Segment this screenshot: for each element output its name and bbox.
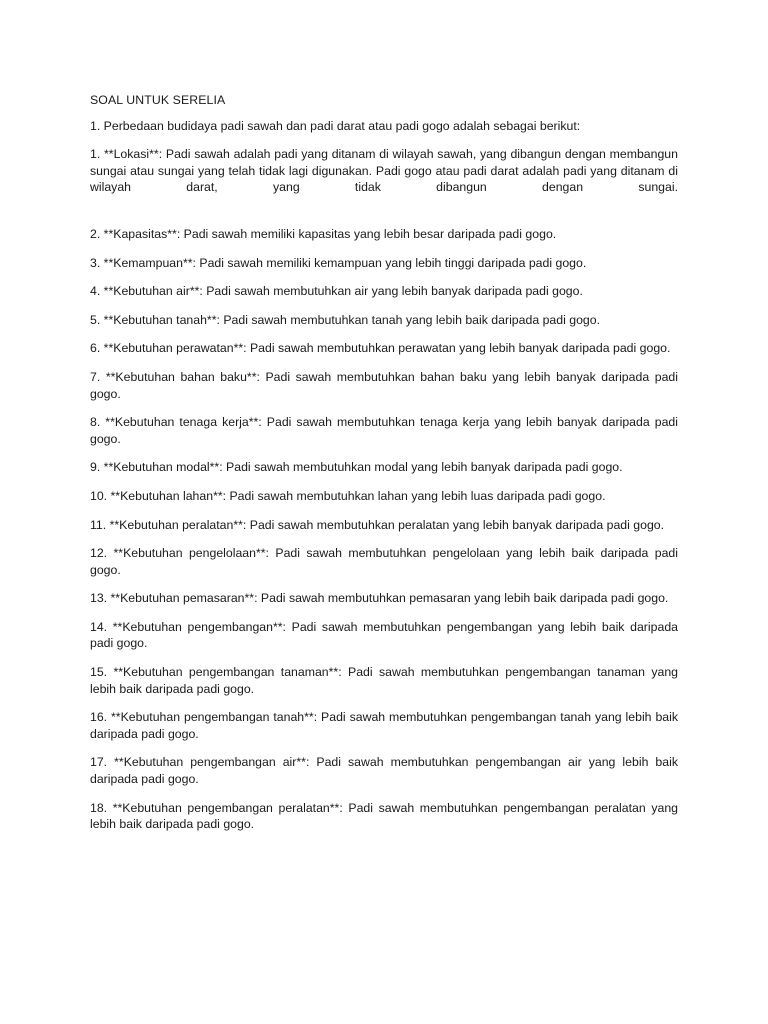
- paragraph-kebutuhan-pengembangan-tanah: 16. **Kebutuhan pengembangan tanah**: Padi sawah membutuhkan pengembangan tanah yang lebih baik daripada padi gogo.: [90, 710, 678, 741]
- paragraph-kapasitas: 2. **Kapasitas**: Padi sawah memiliki kapasitas yang lebih besar daripada padi gogo.: [90, 226, 557, 241]
- paragraph-kebutuhan-pengelolaan: 12. **Kebutuhan pengelolaan**: Padi sawah membutuhkan pengelolaan yang lebih baik daripada padi gogo.: [90, 546, 678, 577]
- paragraph-kebutuhan-peralatan: 11. **Kebutuhan peralatan**: Padi sawah membutuhkan peralatan yang lebih banyak daripada padi gogo.: [90, 517, 665, 532]
- paragraph-kebutuhan-air: 4. **Kebutuhan air**: Padi sawah membutuhkan air yang lebih banyak daripada padi gogo.: [90, 284, 583, 299]
- paragraph-kemampuan: 3. **Kemampuan**: Padi sawah memiliki kemampuan yang lebih tinggi daripada padi gogo.: [90, 255, 587, 270]
- document-title: SOAL UNTUK SERELIA: [90, 93, 226, 107]
- paragraph-kebutuhan-pengembangan-tanaman: 15. **Kebutuhan pengembangan tanaman**: Padi sawah membutuhkan pengembangan tanaman yang lebih baik daripada padi gogo.: [90, 665, 678, 696]
- paragraph-kebutuhan-perawatan: 6. **Kebutuhan perawatan**: Padi sawah membutuhkan perawatan yang lebih banyak daripada padi gogo.: [90, 341, 671, 356]
- paragraph-kebutuhan-lahan: 10. **Kebutuhan lahan**: Padi sawah membutuhkan lahan yang lebih luas daripada padi gogo.: [90, 488, 606, 503]
- paragraph-lokasi: 1. **Lokasi**: Padi sawah adalah padi yang ditanam di wilayah sawah, yang dibangun dengan membangun sungai atau sungai yang telah tidak lagi digunakan. Padi gogo atau padi darat adalah padi yang ditanam di wilayah darat, yang tidak dibangun dengan sungai.: [90, 147, 678, 195]
- paragraph-intro: 1. Perbedaan budidaya padi sawah dan padi darat atau padi gogo adalah sebagai berikut:: [90, 118, 581, 133]
- paragraph-kebutuhan-pemasaran: 13. **Kebutuhan pemasaran**: Padi sawah membutuhkan pemasaran yang lebih baik daripada padi gogo.: [90, 591, 669, 606]
- paragraph-kebutuhan-pengembangan-peralatan: 18. **Kebutuhan pengembangan peralatan**: Padi sawah membutuhkan pengembangan peralatan yang lebih baik daripada padi gogo.: [90, 800, 678, 832]
- paragraph-kebutuhan-tenaga-kerja: 8. **Kebutuhan tenaga kerja**: Padi sawah membutuhkan tenaga kerja yang lebih banyak daripada padi gogo.: [90, 415, 678, 446]
- paragraph-kebutuhan-bahan-baku: 7. **Kebutuhan bahan baku**: Padi sawah membutuhkan bahan baku yang lebih banyak daripada padi gogo.: [90, 369, 678, 401]
- paragraph-kebutuhan-pengembangan: 14. **Kebutuhan pengembangan**: Padi sawah membutuhkan pengembangan yang lebih baik daripada padi gogo.: [90, 619, 678, 651]
- paragraph-kebutuhan-pengembangan-air: 17. **Kebutuhan pengembangan air**: Padi sawah membutuhkan pengembangan air yang lebih baik daripada padi gogo.: [90, 755, 678, 787]
- paragraph-kebutuhan-modal: 9. **Kebutuhan modal**: Padi sawah membutuhkan modal yang lebih banyak daripada padi gogo.: [90, 460, 623, 475]
- paragraph-kebutuhan-tanah: 5. **Kebutuhan tanah**: Padi sawah membutuhkan tanah yang lebih baik daripada padi gogo.: [90, 312, 601, 327]
- document-body: [90, 92, 678, 845]
